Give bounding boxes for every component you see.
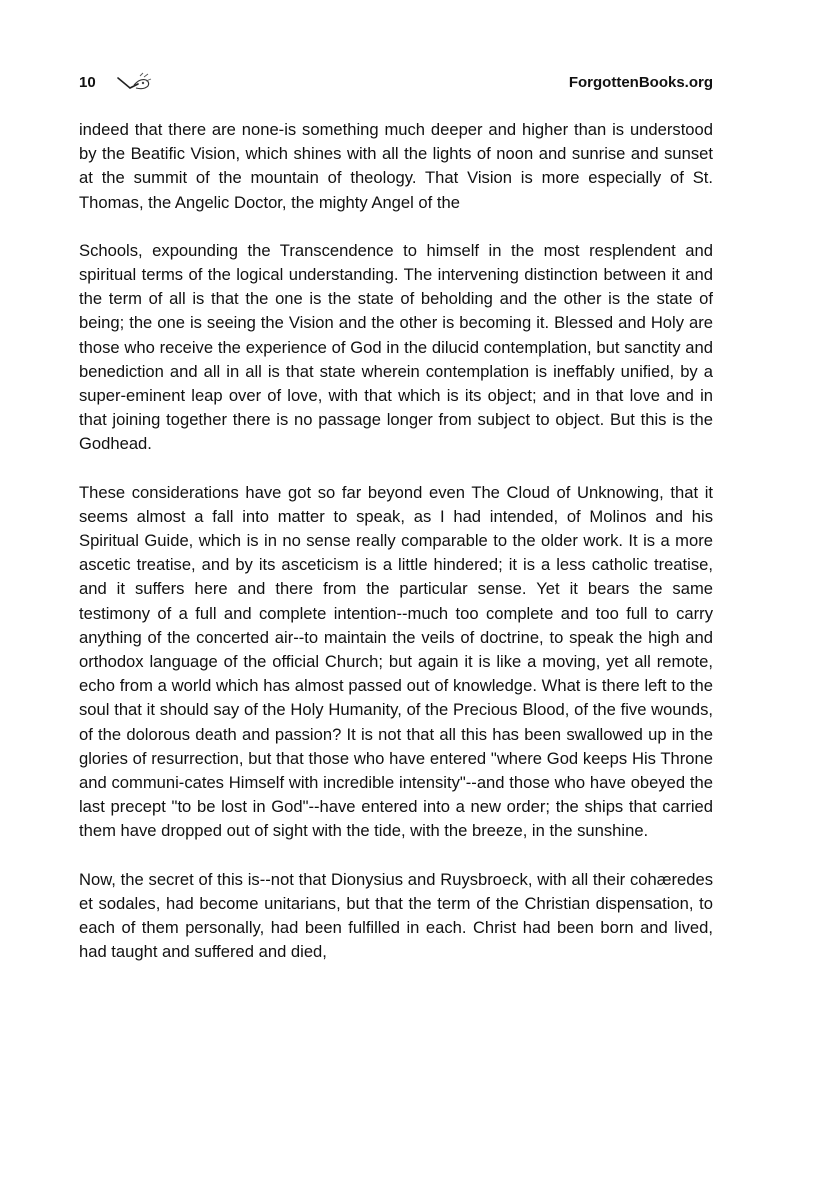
paragraph-1: indeed that there are none-is something much deeper and higher than is understood by the Beatific Vision, which shines with all the lights of noon and sunrise and sunset at the summit of the mountain of theology. That Vision is more especially of St. Thomas, the Angelic Doctor, the mighty Angel of the <box>79 120 713 212</box>
site-name: ForgottenBooks.org <box>568 74 713 91</box>
page-number: 10 <box>79 74 96 91</box>
paragraph-3: These considerations have got so far beyond even The Cloud of Unknowing, that it seems almost a fall into matter to speak, as I had intended, of Molinos and his Spiritual Guide, which is in no sense really comparable to the older work. It is a more ascetic treatise, and by its asceticism is a little hindered; it is a less catholic treatise, and it suffers here and there from the particular sense. Yet it bears the same testimony of a full and complete intention--much too complete and too full to carry anything of the concerted air--to maintain the veils of doctrine, to speak the high and orthodox language of the official Church; but again it is like a moving, yet all remote, echo from a world which has almost passed out of knowledge. What is there left to the soul that it should say of the Holy Humanity, of the Precious Blood, of the five wounds, of the dolorous death and passion? It is not that all this has been swallowed up in the glories of resurrection, but that those who have entered "where God keeps His Throne and communi-cates Himself with incredible intensity"--and those who have obeyed the last precept "to be lost in God"--have entered into a new order; the ships that carried them have dropped out of sight with the tide, with the breeze, in the sunshine. <box>79 482 713 841</box>
paragraph-2: Schools, expounding the Transcendence to himself in the most resplendent and spiritual terms of the logical understanding. The intervening distinction between it and the term of all is that the one is the state of beholding and the other is the state of being; the one is seeing the Vision and the other is becoming it. Blessed and Holy are those who receive the experience of God in the dilucid contemplation, but sanctity and benediction and all in all is that state wherein contemplation is ineffably unified, by a super-eminent leap over of love, with that which is its object; and in that love and in that joining together there is no passage longer from subject to object. But this is the Godhead. <box>79 240 713 454</box>
paragraph-4: Now, the secret of this is--not that Dionysius and Ruysbroeck, with all their cohæredes et sodales, had become unitarians, but that the term of the Christian dispensation, to each of them personally, had been fulfilled in each. Christ had been born and lived, had taught and suffered and died, <box>79 869 713 962</box>
hand-quill-icon <box>116 72 158 94</box>
page-header <box>79 72 713 96</box>
body-text <box>79 118 713 965</box>
